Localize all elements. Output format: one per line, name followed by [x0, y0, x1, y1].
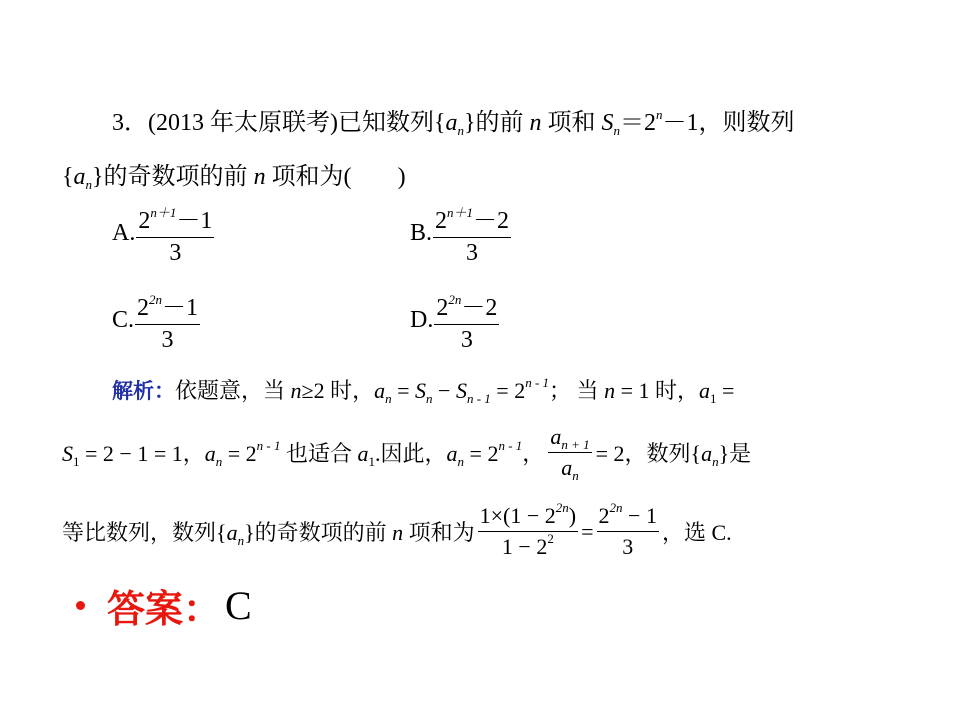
option-a-fraction: $\frac{2^{n+1}-1}{3}$ [136, 200, 214, 267]
ratio-fraction: $\frac{a_{n + 1}}{a_n}$ [550, 424, 590, 483]
option-b[interactable]: B. $\frac{2^{n+1}-2}{3}$ [410, 200, 511, 267]
bullet-icon [76, 601, 85, 610]
sum-fraction: $\frac{1\times(1 - 2^{2n})}{1 - 2^2}$ [479, 500, 577, 559]
solution-line-2: $S_1 = 2 - 1 = 1$，$a_n = 2^{n - 1}$ 也适合 $a_1$.因此，$a_n = 2^{n - 1}$， $\frac{a_{n + 1}}{a_n}$ = 2，数列$\{a_n\}$是 [62, 424, 752, 483]
solution-label: 解析： [112, 379, 175, 403]
question-line-2: $\{a_n\}$的奇数项的前 n 项和为( ) [62, 164, 406, 192]
solution-line-1: 解析：依题意，当 n≥2 时，$a_n = S_n - S_{n - 1} = 2^{n - 1}$； 当 n = 1 时，$a_1$ = [112, 375, 735, 406]
result-fraction: $\frac{2^{2n} - 1}{3}$ [598, 500, 657, 559]
option-a[interactable]: A. $\frac{2^{n+1}-1}{3}$ [112, 200, 214, 267]
option-b-fraction: $\frac{2^{n+1}-2}{3}$ [433, 200, 511, 267]
question-number: 3． [112, 110, 148, 136]
option-c-fraction: $\frac{2^{2n}-1}{3}$ [135, 287, 200, 354]
option-d[interactable]: D. $\frac{2^{2n}-2}{3}$ [410, 287, 499, 354]
answer-value: C [225, 583, 252, 628]
option-d-fraction: $\frac{2^{2n}-2}{3}$ [434, 287, 499, 354]
answer-label: 答案： [107, 587, 222, 631]
option-c[interactable]: C. $\frac{2^{2n}-1}{3}$ [112, 287, 200, 354]
question-line-1: 3．(2013 年太原联考)已知数列$\{a_n\}$的前 n 项和 $S_n=2^n-1$，则数列 [112, 107, 795, 138]
solution-line-3: 等比数列，数列$\{a_n\}$的奇数项的前 n 项和为 $\frac{1\times(1 - 2^{2n})}{1 - 2^2}$ = $\frac{2^{2n} - 1}{3}$ ，选 C. [62, 500, 732, 559]
answer-line [76, 578, 252, 633]
